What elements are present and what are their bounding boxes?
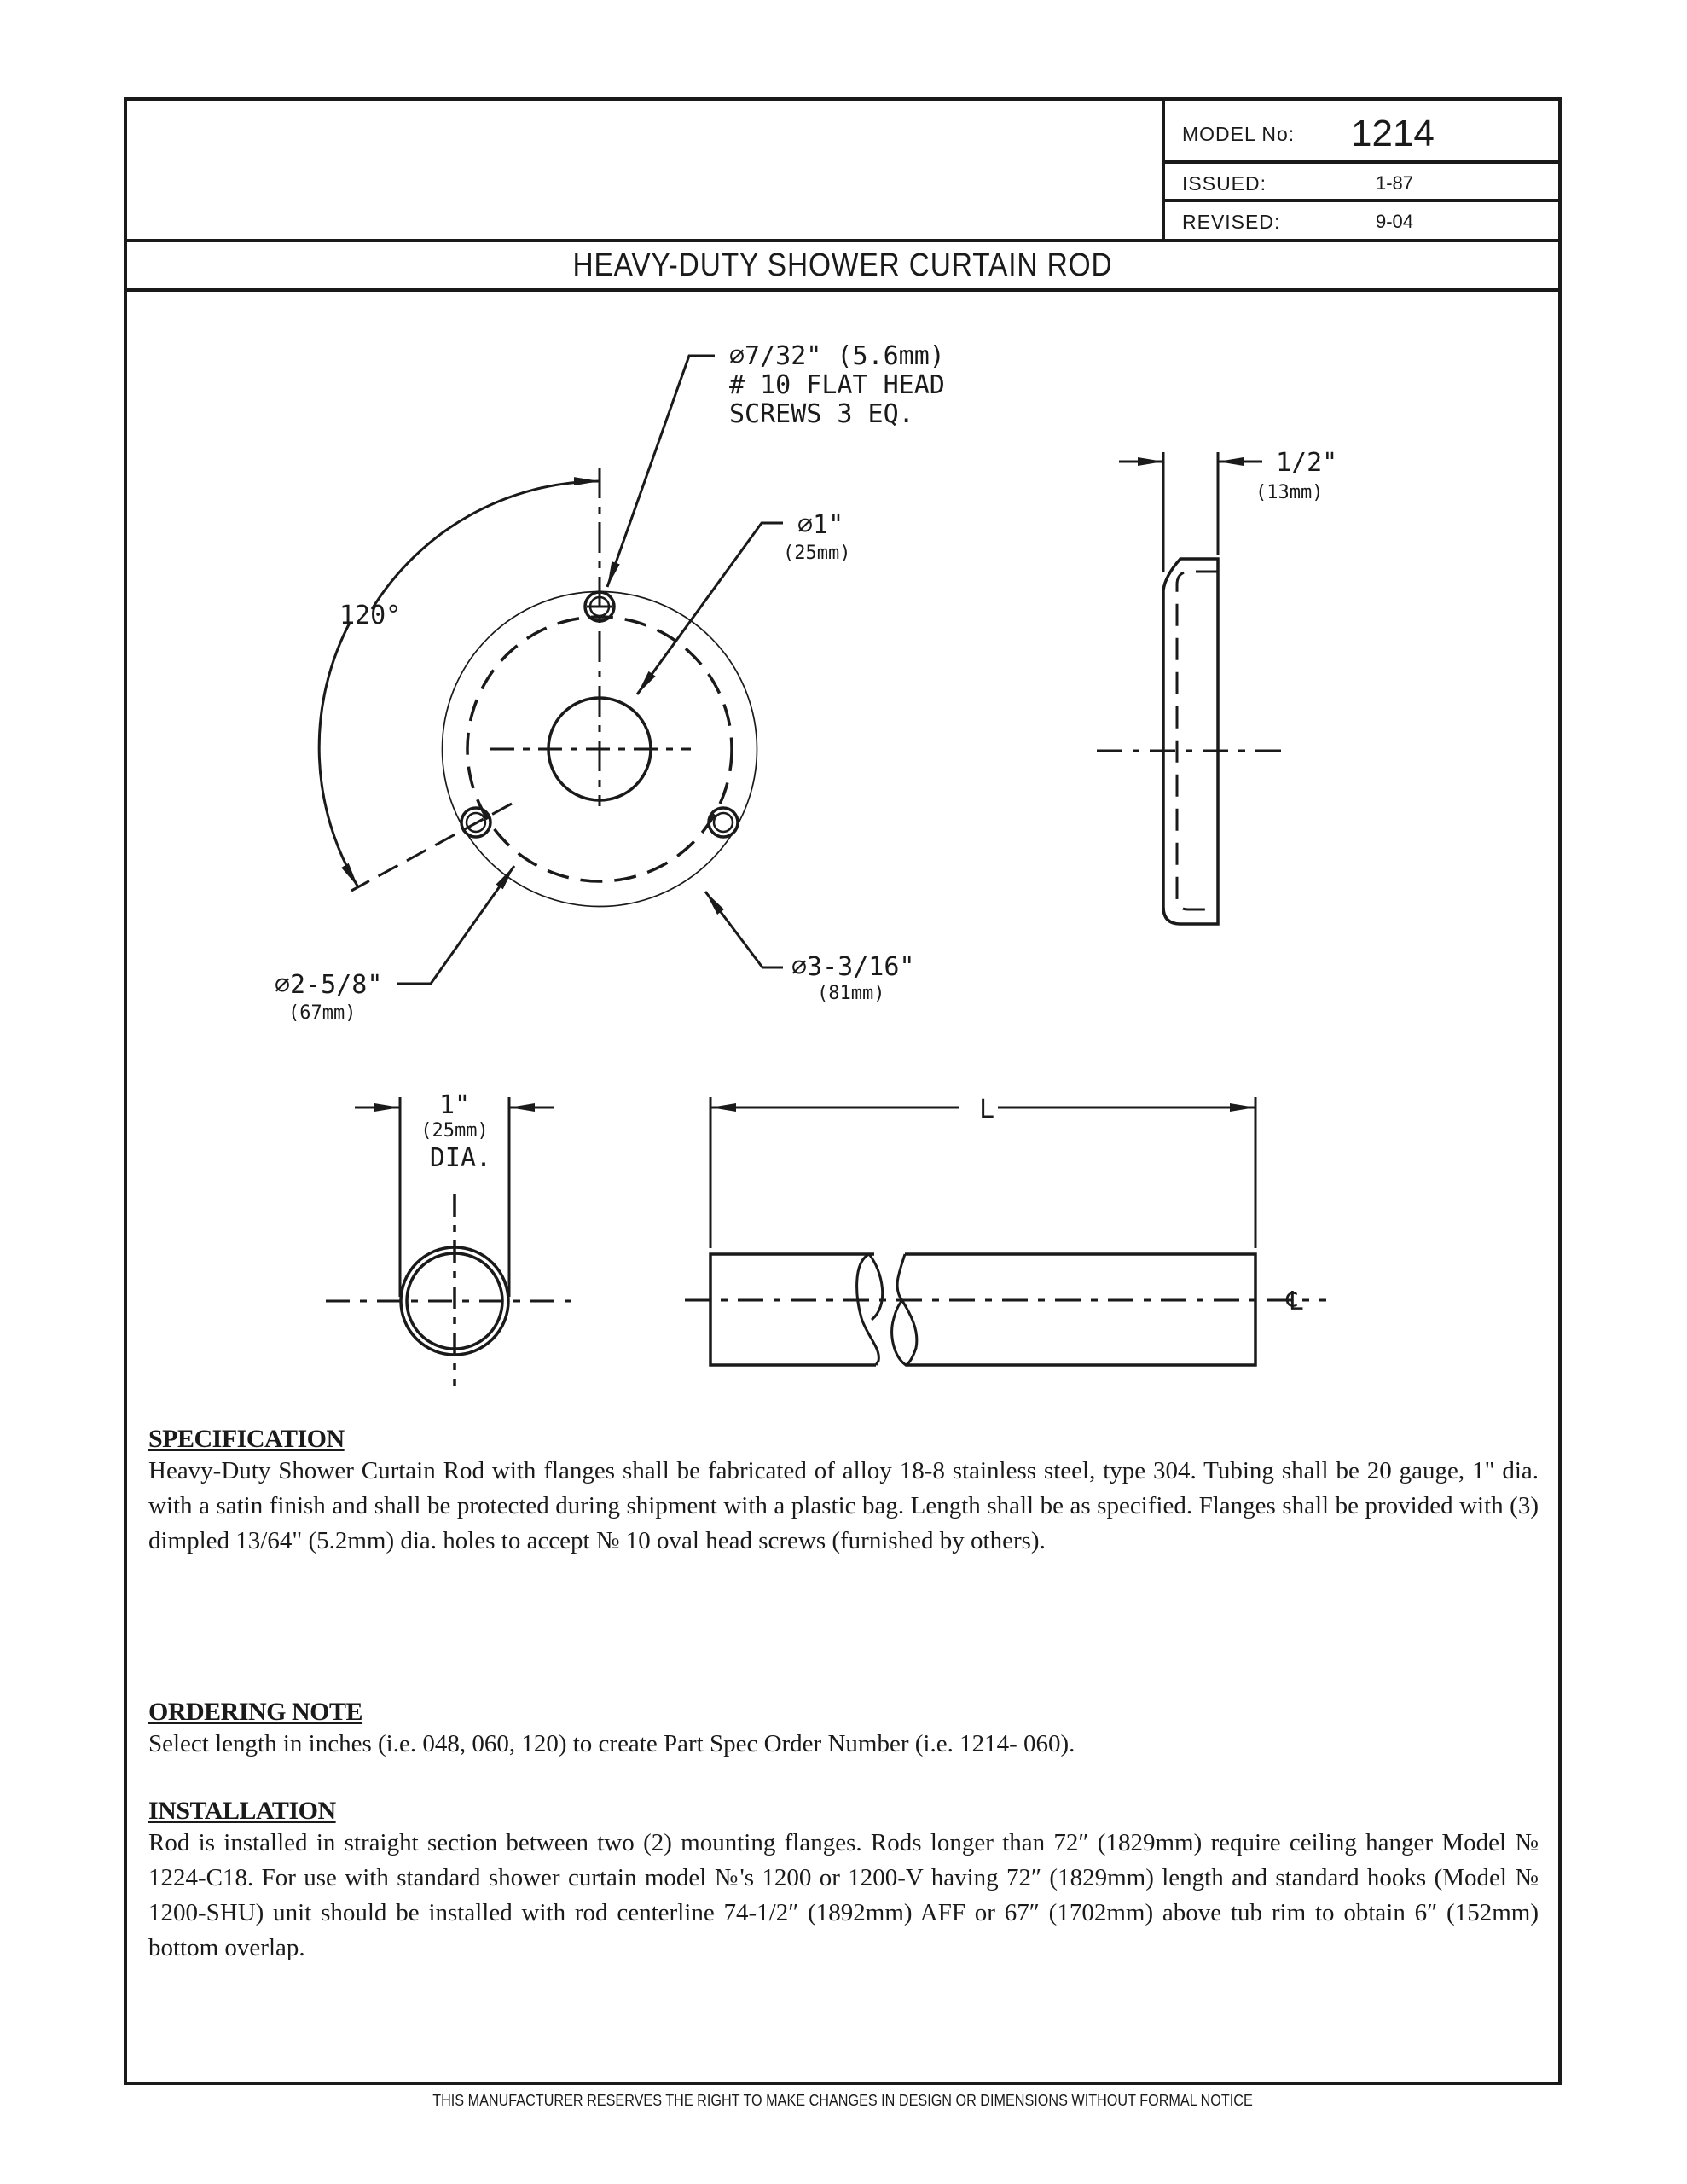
tube-right-segment <box>905 1254 1255 1365</box>
flange-side-hidden-line <box>1177 572 1218 909</box>
installation-heading: INSTALLATION <box>148 1797 336 1825</box>
screw-hole-top <box>585 592 614 621</box>
issued-date: 1-87 <box>1376 172 1414 194</box>
screw-callout-leader <box>607 356 715 587</box>
bolt-circle-callout-line-1: ⌀2-5/8" <box>275 970 383 1000</box>
angle-label: 120° <box>339 601 402 630</box>
installation-body: Rod is installed in straight section between two (2) mounting flanges. Rods longer than 72″ (1829mm) require ceiling hanger Model № 1224-C18. For use with standard shower curtain model №'s 1200 or 1200-V having 72″ (1829mm) length and standard hooks (Model № 1200-SHU) unit should be installed with rod centerline 74-1/2″ (1892mm) AFF or 67″ (1702mm) above tub rim to obtain 6″ (152mm) bottom overlap. <box>148 1829 1539 1961</box>
screw-hole-right <box>709 808 738 837</box>
tube-left-segment <box>710 1254 876 1365</box>
center-hole-callout-line-1: ⌀1" <box>797 510 844 540</box>
flange-front-labels <box>275 341 945 1024</box>
tube-dia-line-1: 1" <box>438 1090 471 1120</box>
screw-callout-line-3: SCREWS 3 EQ. <box>729 399 914 429</box>
tube-dia-line-2: (25mm) <box>420 1120 489 1141</box>
footer-disclaimer: THIS MANUFACTURER RESERVES THE RIGHT TO MAKE CHANGES IN DESIGN OR DIMENSIONS WITHOUT FORMAL NOTICE <box>432 2092 1253 2109</box>
tube-left-break <box>857 1254 883 1365</box>
tube-right-break <box>892 1254 917 1365</box>
tube-dia-line-3: DIA. <box>429 1143 492 1173</box>
bolt-circle-callout-leader <box>397 866 514 984</box>
depth-callout-line-1: 1/2" <box>1276 448 1338 478</box>
outer-dia-callout-leader <box>705 892 783 967</box>
tube-elevation-view <box>685 1097 1326 1365</box>
specification-body: Heavy-Duty Shower Curtain Rod with flanges shall be fabricated of alloy 18-8 stainless steel, type 304. Tubing shall be 20 gauge, 1" dia. with a satin finish and shall be protected during shipment with a plastic bag. Length shall be as specified. Flanges shall be provided with (3) dimpled 13/64" (5.2mm) dia. holes to accept № 10 oval head screws (furnished by others). <box>148 1457 1539 1554</box>
issued-label: ISSUED: <box>1182 172 1267 195</box>
revised-date: 9-04 <box>1376 211 1414 232</box>
angle-dimension-arc <box>372 481 600 609</box>
flange-side-outline <box>1163 559 1218 924</box>
depth-callout-line-2: (13mm) <box>1255 482 1324 503</box>
center-hole-callout-leader <box>637 523 783 694</box>
flange-front-view <box>319 356 783 984</box>
document-title: HEAVY-DUTY SHOWER CURTAIN ROD <box>572 247 1113 283</box>
model-label: MODEL No: <box>1182 123 1296 145</box>
specification-heading: SPECIFICATION <box>148 1425 345 1453</box>
ordering-note-section <box>148 1698 1539 1762</box>
angle-dimension-arc-lower <box>319 623 358 887</box>
ordering-note-body: Select length in inches (i.e. 048, 060, 120) to create Part Spec Order Number (i.e. 1214- 060). <box>148 1730 1075 1757</box>
outer-dia-callout-line-1: ⌀3-3/16" <box>791 952 915 982</box>
length-label: L <box>978 1095 995 1124</box>
center-hole-callout-line-2: (25mm) <box>783 543 851 564</box>
ordering-note-heading: ORDERING NOTE <box>148 1698 363 1726</box>
screw-callout-line-1: ⌀7/32" (5.6mm) <box>729 341 945 371</box>
outer-dia-callout-line-2: (81mm) <box>817 983 885 1004</box>
bolt-circle-callout-line-2: (67mm) <box>288 1002 357 1024</box>
model-number: 1214 <box>1351 113 1435 154</box>
installation-section <box>148 1797 1539 1966</box>
specification-section <box>148 1425 1539 1559</box>
revised-label: REVISED: <box>1182 211 1281 233</box>
flange-side-view <box>1097 452 1283 924</box>
centerline-symbol: ℄ <box>1286 1287 1303 1316</box>
screw-callout-line-2: # 10 FLAT HEAD <box>729 370 945 400</box>
